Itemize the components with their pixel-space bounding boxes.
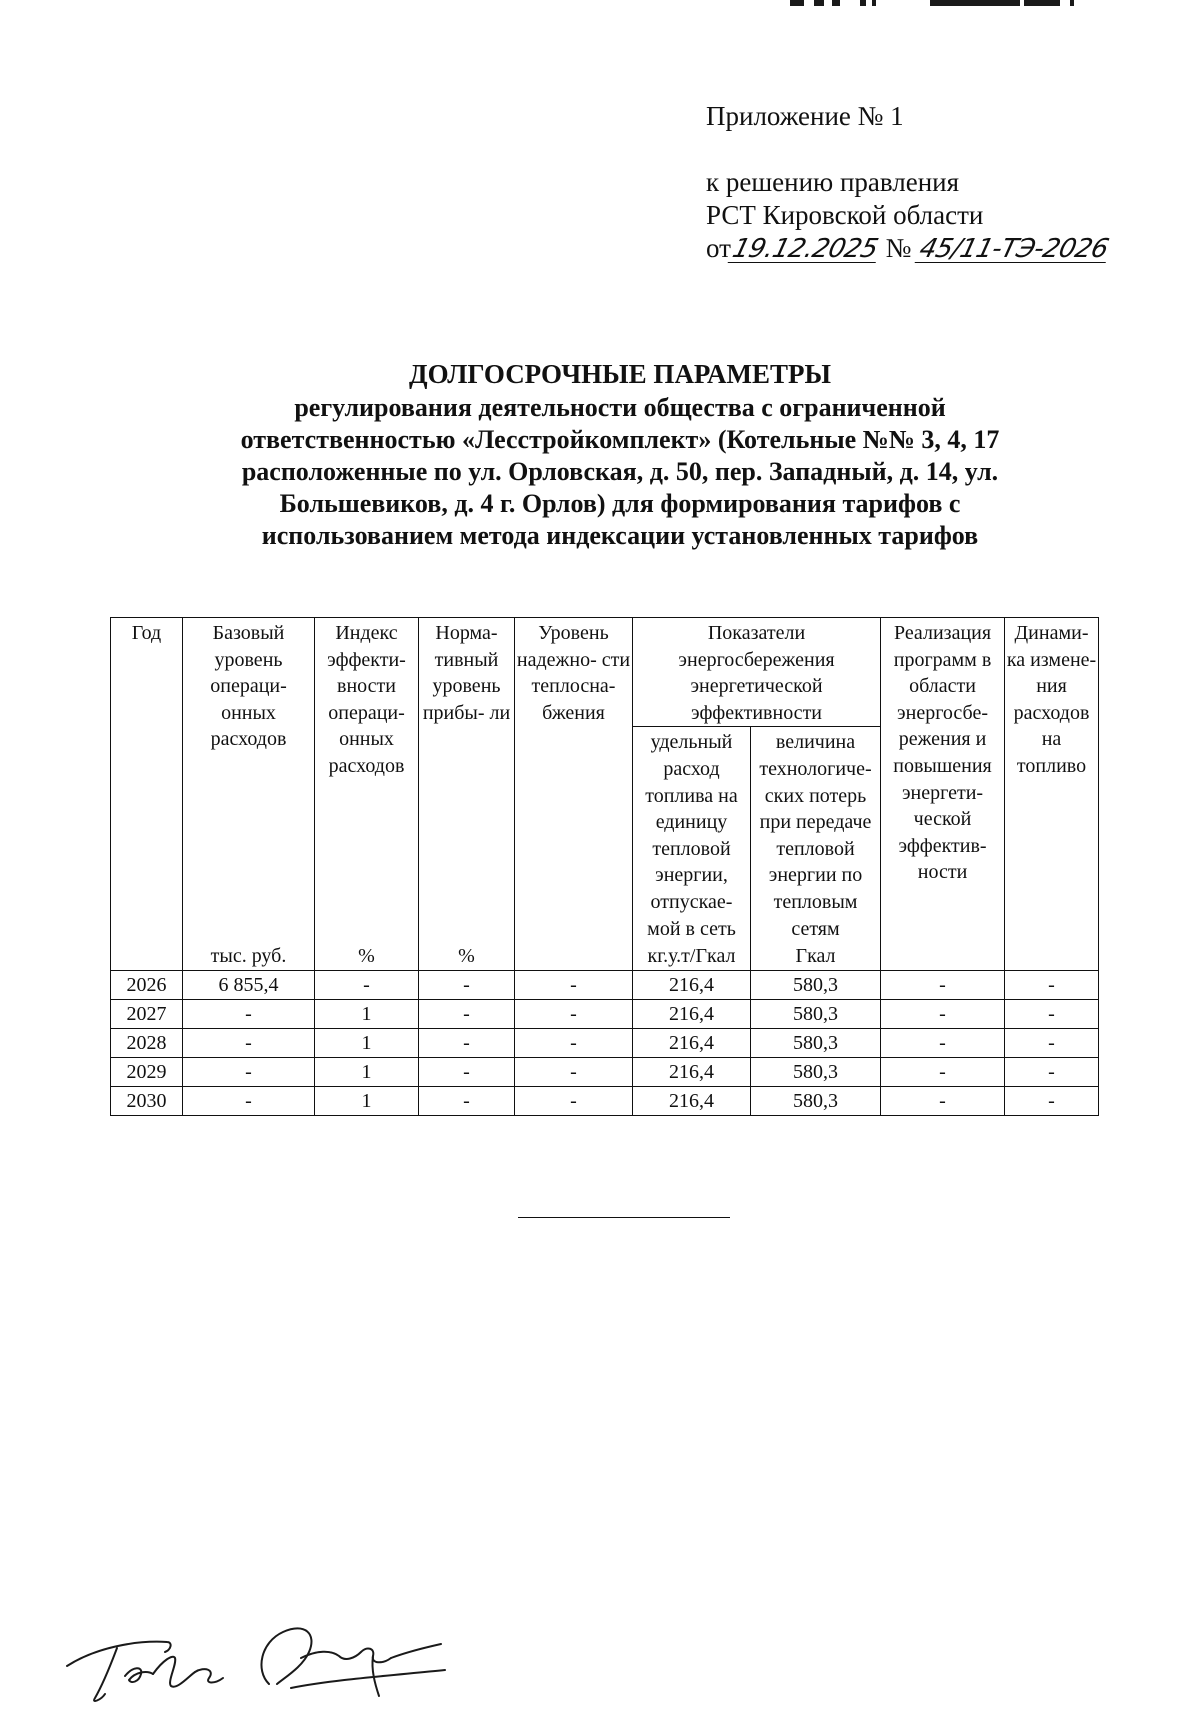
- title-line: использованием метода индексации установленных тарифов: [261, 521, 979, 550]
- cell-programs: -: [881, 971, 1005, 1000]
- cell-base-level: -: [183, 1087, 315, 1116]
- cell-fuel-dynamics: -: [1005, 971, 1099, 1000]
- header-energy-group: Показатели энергосбережения энергетической эффективности: [633, 618, 881, 727]
- cell-programs: -: [881, 1087, 1005, 1116]
- cell-normative-profit: -: [419, 971, 515, 1000]
- cell-efficiency-index: -: [315, 971, 419, 1000]
- header-programs: Реализация программ в области энергосбе- режения и повышения энергети- ческой эффектив- ности: [881, 618, 1005, 971]
- appendix-header: [706, 100, 1166, 265]
- cell-fuel-dynamics: -: [1005, 1000, 1099, 1029]
- cell-efficiency-index: 1: [315, 1058, 419, 1087]
- number-prefix: №: [885, 233, 912, 263]
- cell-tech-losses: 580,3: [751, 1029, 881, 1058]
- cell-efficiency-index: 1: [315, 1087, 419, 1116]
- cell-tech-losses: 580,3: [751, 1058, 881, 1087]
- date-prefix: от: [706, 233, 731, 263]
- decision-date-number: [706, 232, 1166, 265]
- cell-base-level: -: [183, 1000, 315, 1029]
- header-base-level: Базовый уровень операци- онных расходов: [183, 618, 315, 943]
- cell-year: 2026: [111, 971, 183, 1000]
- cell-fuel-consumption: 216,4: [633, 1029, 751, 1058]
- cell-year: 2029: [111, 1058, 183, 1087]
- unit-base-level: тыс. руб.: [183, 942, 315, 971]
- header-reliability: Уровень надежно- сти теплосна- бжения: [515, 618, 633, 971]
- cell-efficiency-index: 1: [315, 1029, 419, 1058]
- cell-tech-losses: 580,3: [751, 1000, 881, 1029]
- title-line: регулирования деятельности общества с ограниченной: [294, 393, 946, 422]
- cell-year: 2027: [111, 1000, 183, 1029]
- cell-year: 2028: [111, 1029, 183, 1058]
- cell-fuel-consumption: 216,4: [633, 1058, 751, 1087]
- handwritten-number: 45/11-ТЭ-2026: [916, 234, 1112, 264]
- unit-tech-losses: Гкал: [751, 942, 881, 971]
- appendix-label: Приложение № 1: [706, 101, 904, 131]
- unit-efficiency-index: %: [315, 942, 419, 971]
- long-term-parameters-table: [110, 617, 1099, 1116]
- cell-programs: -: [881, 1000, 1005, 1029]
- table-row: [111, 971, 1099, 1000]
- header-year: Год: [111, 618, 183, 971]
- table-row: [111, 1058, 1099, 1087]
- cell-fuel-consumption: 216,4: [633, 1087, 751, 1116]
- cell-reliability: -: [515, 971, 633, 1000]
- cell-normative-profit: -: [419, 1000, 515, 1029]
- title-line: расположенные по ул. Орловская, д. 50, пер. Западный, д. 14, ул.: [241, 457, 999, 486]
- cell-fuel-dynamics: -: [1005, 1058, 1099, 1087]
- header-fuel-dynamics: Динами- ка измене- ния расходов на топливо: [1005, 618, 1099, 971]
- cell-fuel-dynamics: -: [1005, 1029, 1099, 1058]
- cell-reliability: -: [515, 1058, 633, 1087]
- unit-normative-profit: %: [419, 942, 515, 971]
- handwritten-signatures: [55, 1600, 455, 1710]
- cell-normative-profit: -: [419, 1058, 515, 1087]
- cell-efficiency-index: 1: [315, 1000, 419, 1029]
- header-fuel-consumption: удельный расход топлива на единицу тепловой энергии, отпускае- мой в сеть: [633, 727, 751, 942]
- header-normative-profit: Норма- тивный уровень прибы- ли: [419, 618, 515, 943]
- scan-artifact-marks: [780, 0, 1100, 8]
- cell-normative-profit: -: [419, 1087, 515, 1116]
- decision-line-1: к решению правления: [706, 167, 960, 197]
- cell-tech-losses: 580,3: [751, 1087, 881, 1116]
- header-tech-losses: величина технологиче- ских потерь при передаче тепловой энергии по тепловым сетям: [751, 727, 881, 942]
- title-line: ответственностью «Лесстройкомплект» (Котельные №№ 3, 4, 17: [240, 425, 1000, 454]
- decision-line-2: РСТ Кировской области: [706, 200, 984, 230]
- cell-reliability: -: [515, 1029, 633, 1058]
- footer-divider: [518, 1217, 730, 1218]
- cell-tech-losses: 580,3: [751, 971, 881, 1000]
- table-row: [111, 1000, 1099, 1029]
- cell-base-level: -: [183, 1058, 315, 1087]
- cell-year: 2030: [111, 1087, 183, 1116]
- header-efficiency-index: Индекс эффекти- вности операци- онных расходов: [315, 618, 419, 943]
- cell-base-level: 6 855,4: [183, 971, 315, 1000]
- cell-reliability: -: [515, 1087, 633, 1116]
- title-line: Большевиков, д. 4 г. Орлов) для формирования тарифов с: [279, 489, 961, 518]
- cell-fuel-dynamics: -: [1005, 1087, 1099, 1116]
- cell-base-level: -: [183, 1029, 315, 1058]
- cell-reliability: -: [515, 1000, 633, 1029]
- cell-programs: -: [881, 1058, 1005, 1087]
- table-row: [111, 1087, 1099, 1116]
- cell-fuel-consumption: 216,4: [633, 1000, 751, 1029]
- handwritten-date: 19.12.2025: [729, 234, 881, 264]
- document-title: [150, 357, 1090, 552]
- unit-fuel-consumption: кг.у.т/Гкал: [633, 942, 751, 971]
- cell-fuel-consumption: 216,4: [633, 971, 751, 1000]
- title-main: ДОЛГОСРОЧНЫЕ ПАРАМЕТРЫ: [409, 359, 831, 389]
- table-row: [111, 1029, 1099, 1058]
- cell-programs: -: [881, 1029, 1005, 1058]
- cell-normative-profit: -: [419, 1029, 515, 1058]
